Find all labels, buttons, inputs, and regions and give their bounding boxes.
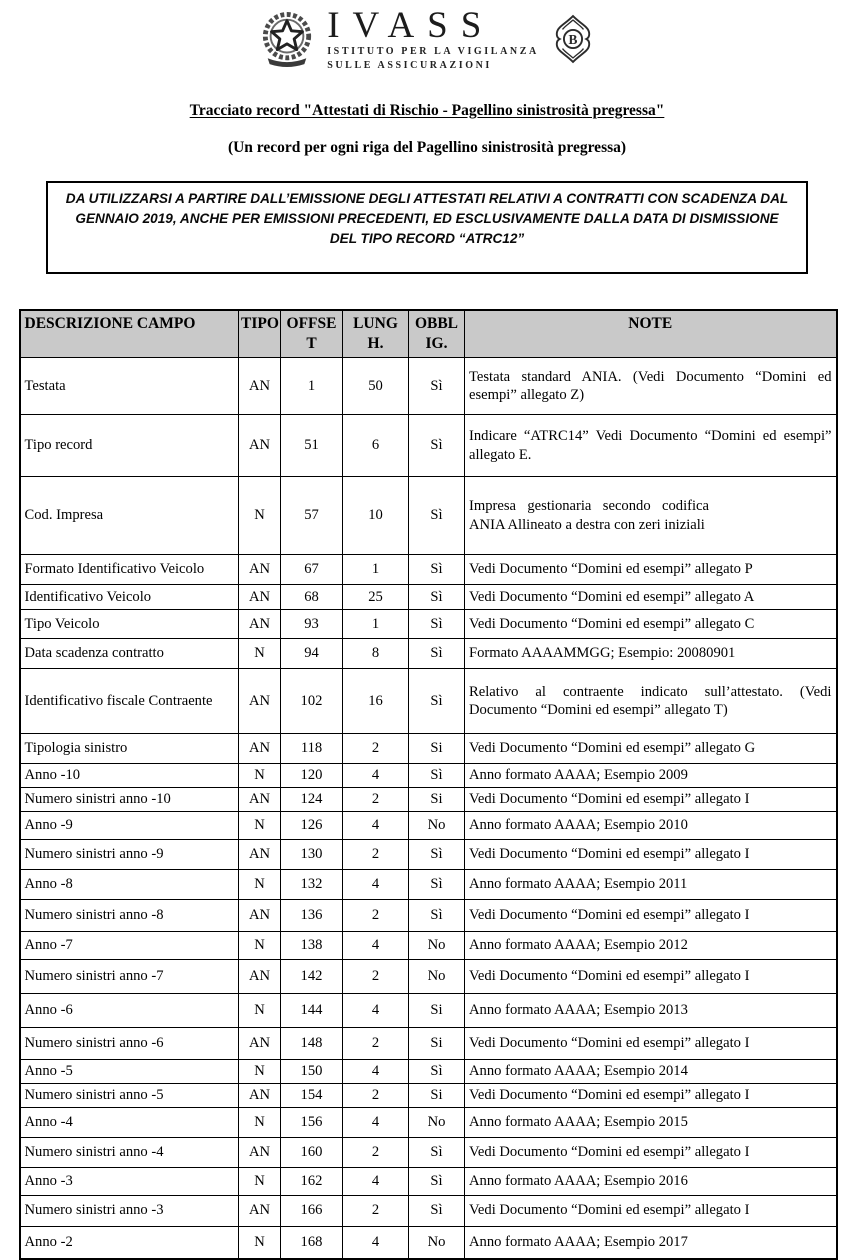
- cell-offset: 142: [281, 959, 343, 993]
- table-row: [20, 1137, 837, 1167]
- cell-offset: 162: [281, 1167, 343, 1195]
- cell-offset: 118: [281, 734, 343, 764]
- column-header-obbligatorio: OBBL IG.: [409, 310, 465, 358]
- cell-tipo: AN: [239, 1083, 281, 1107]
- ivass-name: IVASS: [327, 5, 495, 46]
- cell-offset: 67: [281, 555, 343, 585]
- cell-note: Indicare “ATRC14” Vedi Documento “Domini ed esempi” allegato E.: [465, 415, 837, 477]
- cell-descrizione: Tipo record: [20, 415, 239, 477]
- cell-lunghezza: 2: [343, 839, 409, 869]
- table-row: [20, 959, 837, 993]
- cell-tipo: N: [239, 1107, 281, 1137]
- cell-offset: 94: [281, 639, 343, 669]
- cell-offset: 120: [281, 764, 343, 788]
- cell-lunghezza: 2: [343, 1137, 409, 1167]
- column-header-lunghezza: LUNG H.: [343, 310, 409, 358]
- cell-lunghezza: 4: [343, 1226, 409, 1259]
- table-row: [20, 358, 837, 415]
- cell-lunghezza: 2: [343, 959, 409, 993]
- cell-obbligatorio: Si: [409, 787, 465, 811]
- cell-note: Formato AAAAMMGG; Esempio: 20080901: [465, 639, 837, 669]
- cell-note: Anno formato AAAA; Esempio 2010: [465, 811, 837, 839]
- cell-descrizione: Anno -8: [20, 869, 239, 899]
- cell-tipo: N: [239, 993, 281, 1027]
- cell-descrizione: Anno -5: [20, 1059, 239, 1083]
- cell-descrizione: Numero sinistri anno -3: [20, 1195, 239, 1226]
- cell-offset: 57: [281, 477, 343, 555]
- table-row: [20, 415, 837, 477]
- cell-lunghezza: 2: [343, 787, 409, 811]
- cell-tipo: AN: [239, 555, 281, 585]
- table-row: [20, 869, 837, 899]
- cell-tipo: N: [239, 639, 281, 669]
- cell-note: Vedi Documento “Domini ed esempi” allegato P: [465, 555, 837, 585]
- cell-note: Vedi Documento “Domini ed esempi” allegato C: [465, 610, 837, 639]
- cell-obbligatorio: Sì: [409, 1167, 465, 1195]
- cell-tipo: AN: [239, 415, 281, 477]
- page-title: Tracciato record "Attestati di Rischio - Pagellino sinistrosità pregressa": [189, 101, 665, 119]
- table-header: [20, 310, 837, 358]
- cell-tipo: AN: [239, 959, 281, 993]
- cell-note: Vedi Documento “Domini ed esempi” allegato I: [465, 1195, 837, 1226]
- cell-descrizione: Identificativo fiscale Contraente: [20, 669, 239, 734]
- cell-tipo: AN: [239, 734, 281, 764]
- cell-descrizione: Data scadenza contratto: [20, 639, 239, 669]
- cell-obbligatorio: Si: [409, 1083, 465, 1107]
- cell-lunghezza: 4: [343, 764, 409, 788]
- table-row: [20, 764, 837, 788]
- table-row: [20, 993, 837, 1027]
- cell-note: Anno formato AAAA; Esempio 2012: [465, 931, 837, 959]
- cell-descrizione: Testata: [20, 358, 239, 415]
- cell-descrizione: Numero sinistri anno -10: [20, 787, 239, 811]
- table-row: [20, 1195, 837, 1226]
- cell-note: Relativo al contraente indicato sull’attestato. (Vedi Documento “Domini ed esempi” allegato T): [465, 669, 837, 734]
- cell-note: Vedi Documento “Domini ed esempi” allegato I: [465, 1083, 837, 1107]
- cell-obbligatorio: Sì: [409, 1137, 465, 1167]
- cell-obbligatorio: Sì: [409, 764, 465, 788]
- record-layout-table: [19, 309, 838, 1260]
- ivass-subtitle-line2: SULLE ASSICURAZIONI: [327, 59, 492, 71]
- cell-descrizione: Numero sinistri anno -6: [20, 1027, 239, 1059]
- cell-offset: 93: [281, 610, 343, 639]
- cell-lunghezza: 2: [343, 1083, 409, 1107]
- cell-lunghezza: 25: [343, 585, 409, 610]
- ivass-wordmark: [327, 7, 539, 72]
- cell-tipo: N: [239, 1226, 281, 1259]
- cell-note: Anno formato AAAA; Esempio 2015: [465, 1107, 837, 1137]
- cell-offset: 154: [281, 1083, 343, 1107]
- cell-tipo: AN: [239, 839, 281, 869]
- cell-obbligatorio: Sì: [409, 869, 465, 899]
- table-row: [20, 1083, 837, 1107]
- cell-tipo: AN: [239, 1137, 281, 1167]
- cell-obbligatorio: Sì: [409, 610, 465, 639]
- cell-note: Vedi Documento “Domini ed esempi” allegato A: [465, 585, 837, 610]
- cell-tipo: AN: [239, 899, 281, 931]
- cell-note: Vedi Documento “Domini ed esempi” allegato I: [465, 1137, 837, 1167]
- cell-obbligatorio: Sì: [409, 415, 465, 477]
- cell-lunghezza: 6: [343, 415, 409, 477]
- table-row: [20, 931, 837, 959]
- cell-note: Vedi Documento “Domini ed esempi” allegato I: [465, 1027, 837, 1059]
- cell-obbligatorio: Si: [409, 734, 465, 764]
- cell-obbligatorio: No: [409, 1107, 465, 1137]
- cell-lunghezza: 2: [343, 734, 409, 764]
- cell-descrizione: Numero sinistri anno -7: [20, 959, 239, 993]
- cell-offset: 150: [281, 1059, 343, 1083]
- cell-obbligatorio: Sì: [409, 839, 465, 869]
- cell-descrizione: Anno -2: [20, 1226, 239, 1259]
- cell-offset: 156: [281, 1107, 343, 1137]
- document-header: [0, 0, 854, 72]
- cell-offset: 102: [281, 669, 343, 734]
- cell-lunghezza: 50: [343, 358, 409, 415]
- table-row: [20, 839, 837, 869]
- table-row: [20, 787, 837, 811]
- table-row: [20, 477, 837, 555]
- italian-republic-emblem-icon: [260, 10, 314, 68]
- cell-offset: 51: [281, 415, 343, 477]
- cell-note: Impresa gestionaria secondo codifica ANIA Allineato a destra con zeri iniziali: [465, 477, 837, 555]
- cell-lunghezza: 1: [343, 610, 409, 639]
- cell-descrizione: Formato Identificativo Veicolo: [20, 555, 239, 585]
- cell-offset: 138: [281, 931, 343, 959]
- cell-offset: 148: [281, 1027, 343, 1059]
- cell-lunghezza: 2: [343, 899, 409, 931]
- cell-note: Vedi Documento “Domini ed esempi” allegato I: [465, 959, 837, 993]
- column-header-tipo: TIPO: [239, 310, 281, 358]
- svg-text:B: B: [568, 32, 578, 48]
- cell-lunghezza: 4: [343, 931, 409, 959]
- cell-tipo: AN: [239, 1195, 281, 1226]
- banca-ditalia-monogram-icon: [552, 14, 594, 64]
- cell-tipo: N: [239, 931, 281, 959]
- cell-descrizione: Tipo Veicolo: [20, 610, 239, 639]
- cell-tipo: N: [239, 811, 281, 839]
- cell-descrizione: Numero sinistri anno -9: [20, 839, 239, 869]
- cell-descrizione: Anno -7: [20, 931, 239, 959]
- usage-notice-text: DA UTILIZZARSI A PARTIRE DALL’EMISSIONE DEGLI ATTESTATI RELATIVI A CONTRATTI CON SCADENZA DAL GENNAIO 2019, ANCHE PER EMISSIONI PRECEDENTI, ED ESCLUSIVAMENTE DALLA DATA DI DISMISSIONE DEL TIPO RECORD “ATRC12”: [65, 190, 789, 247]
- table-row: [20, 811, 837, 839]
- cell-offset: 166: [281, 1195, 343, 1226]
- cell-lunghezza: 4: [343, 1167, 409, 1195]
- cell-tipo: N: [239, 477, 281, 555]
- ivass-subtitle-line1: ISTITUTO PER LA VIGILANZA: [327, 46, 539, 57]
- cell-lunghezza: 1: [343, 555, 409, 585]
- page-subtitle: (Un record per ogni riga del Pagellino sinistrosità pregressa): [227, 138, 627, 156]
- cell-descrizione: Anno -10: [20, 764, 239, 788]
- cell-note: Anno formato AAAA; Esempio 2011: [465, 869, 837, 899]
- table-row: [20, 1059, 837, 1083]
- cell-descrizione: Numero sinistri anno -5: [20, 1083, 239, 1107]
- cell-lunghezza: 10: [343, 477, 409, 555]
- cell-note: Anno formato AAAA; Esempio 2013: [465, 993, 837, 1027]
- table-row: [20, 1226, 837, 1259]
- cell-descrizione: Numero sinistri anno -4: [20, 1137, 239, 1167]
- cell-tipo: AN: [239, 787, 281, 811]
- cell-note: Vedi Documento “Domini ed esempi” allegato G: [465, 734, 837, 764]
- cell-lunghezza: 4: [343, 993, 409, 1027]
- cell-obbligatorio: No: [409, 811, 465, 839]
- cell-note: Anno formato AAAA; Esempio 2017: [465, 1226, 837, 1259]
- cell-obbligatorio: Sì: [409, 358, 465, 415]
- cell-obbligatorio: No: [409, 959, 465, 993]
- cell-tipo: N: [239, 1167, 281, 1195]
- cell-lunghezza: 4: [343, 1107, 409, 1137]
- cell-offset: 130: [281, 839, 343, 869]
- cell-obbligatorio: No: [409, 931, 465, 959]
- cell-obbligatorio: Sì: [409, 477, 465, 555]
- table-row: [20, 734, 837, 764]
- cell-lunghezza: 2: [343, 1195, 409, 1226]
- record-layout-table-container: [19, 309, 836, 1260]
- cell-note: Anno formato AAAA; Esempio 2014: [465, 1059, 837, 1083]
- cell-descrizione: Numero sinistri anno -8: [20, 899, 239, 931]
- cell-descrizione: Cod. Impresa: [20, 477, 239, 555]
- table-row: [20, 899, 837, 931]
- cell-offset: 1: [281, 358, 343, 415]
- cell-descrizione: Anno -9: [20, 811, 239, 839]
- cell-obbligatorio: Sì: [409, 585, 465, 610]
- cell-lunghezza: 4: [343, 869, 409, 899]
- column-header-descrizione-campo: DESCRIZIONE CAMPO: [20, 310, 239, 358]
- cell-lunghezza: 4: [343, 811, 409, 839]
- cell-tipo: AN: [239, 669, 281, 734]
- cell-descrizione: Identificativo Veicolo: [20, 585, 239, 610]
- cell-obbligatorio: Sì: [409, 669, 465, 734]
- cell-obbligatorio: Sì: [409, 1195, 465, 1226]
- cell-lunghezza: 4: [343, 1059, 409, 1083]
- cell-obbligatorio: Si: [409, 993, 465, 1027]
- cell-obbligatorio: Sì: [409, 555, 465, 585]
- cell-descrizione: Anno -4: [20, 1107, 239, 1137]
- cell-tipo: N: [239, 764, 281, 788]
- cell-note: Testata standard ANIA. (Vedi Documento “Domini ed esempi” allegato Z): [465, 358, 837, 415]
- table-row: [20, 1107, 837, 1137]
- cell-tipo: AN: [239, 585, 281, 610]
- cell-offset: 144: [281, 993, 343, 1027]
- table-row: [20, 555, 837, 585]
- cell-obbligatorio: No: [409, 1226, 465, 1259]
- table-row: [20, 585, 837, 610]
- usage-notice-box: [46, 181, 808, 274]
- cell-tipo: AN: [239, 358, 281, 415]
- cell-obbligatorio: Sì: [409, 639, 465, 669]
- cell-note: Vedi Documento “Domini ed esempi” allegato I: [465, 787, 837, 811]
- cell-descrizione: Anno -6: [20, 993, 239, 1027]
- cell-offset: 126: [281, 811, 343, 839]
- cell-obbligatorio: Sì: [409, 1059, 465, 1083]
- cell-note: Vedi Documento “Domini ed esempi” allegato I: [465, 839, 837, 869]
- cell-note: Vedi Documento “Domini ed esempi” allegato I: [465, 899, 837, 931]
- table-row: [20, 639, 837, 669]
- table-row: [20, 610, 837, 639]
- cell-note: Anno formato AAAA; Esempio 2009: [465, 764, 837, 788]
- table-row: [20, 1027, 837, 1059]
- cell-lunghezza: 2: [343, 1027, 409, 1059]
- cell-lunghezza: 16: [343, 669, 409, 734]
- cell-tipo: N: [239, 869, 281, 899]
- cell-obbligatorio: Sì: [409, 899, 465, 931]
- cell-descrizione: Anno -3: [20, 1167, 239, 1195]
- cell-offset: 136: [281, 899, 343, 931]
- cell-offset: 160: [281, 1137, 343, 1167]
- column-header-note: NOTE: [465, 310, 837, 358]
- cell-tipo: AN: [239, 1027, 281, 1059]
- cell-offset: 168: [281, 1226, 343, 1259]
- column-header-offset: OFFSE T: [281, 310, 343, 358]
- table-row: [20, 669, 837, 734]
- cell-descrizione: Tipologia sinistro: [20, 734, 239, 764]
- cell-tipo: AN: [239, 610, 281, 639]
- cell-obbligatorio: Si: [409, 1027, 465, 1059]
- cell-offset: 124: [281, 787, 343, 811]
- cell-offset: 132: [281, 869, 343, 899]
- cell-tipo: N: [239, 1059, 281, 1083]
- cell-lunghezza: 8: [343, 639, 409, 669]
- cell-note: Anno formato AAAA; Esempio 2016: [465, 1167, 837, 1195]
- cell-offset: 68: [281, 585, 343, 610]
- table-row: [20, 1167, 837, 1195]
